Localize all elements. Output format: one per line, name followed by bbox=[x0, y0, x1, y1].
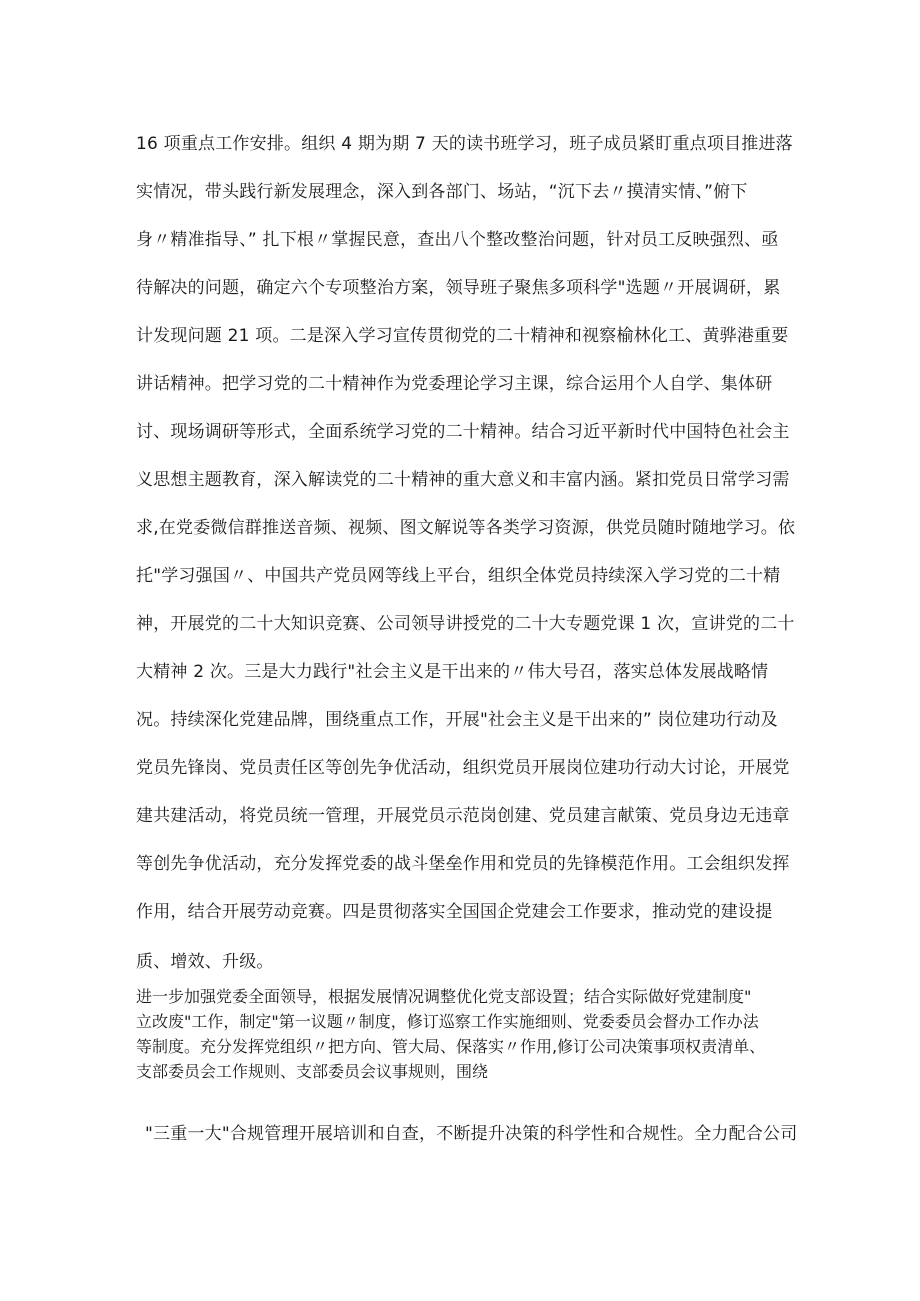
body-text-line: 身〃精准指导、” 扎下根〃掌握民意，查出八个整改整治问题，针对员工反映强烈、亟 bbox=[136, 230, 779, 250]
body-text-line: 计发现问题 21 项。二是深入学习宣传贯彻党的二十精神和视察榆林化工、黄骅港重要 bbox=[136, 326, 789, 346]
body-text-line: 待解决的问题，确定六个专项整治方案，领导班子聚焦多项科学"选题〃开展调研，累 bbox=[136, 278, 781, 298]
body-text-line: 进一步加强党委全面领导，根据发展情况调整优化党支部设置；结合实际做好党建制度" bbox=[136, 987, 752, 1006]
body-text-line: 实情况，带头践行新发展理念，深入到各部门、场站，“沉下去〃摸清实情、”俯下 bbox=[136, 182, 748, 202]
body-text-line: 质、增效、升级。 bbox=[136, 952, 274, 972]
body-text-line: 党员先锋岗、党员责任区等创先争优活动，组织党员开展岗位建功行动大讨论，开展党 bbox=[136, 758, 790, 778]
body-text-line: 大精神 2 次。三是大力践行"社会主义是干出来的〃伟大号召，落实总体发展战略情 bbox=[136, 662, 769, 682]
body-text-line: 等制度。充分发挥党组织〃把方向、管大局、保落实〃作用,修订公司决策事项权责清单、 bbox=[136, 1037, 766, 1056]
body-text-line: 求,在党委微信群推送音频、视频、图文解说等各类学习资源，供党员随时随地学习。依 bbox=[136, 518, 796, 538]
body-text-line: 托"学习强国〃、中国共产党员网等线上平台，组织全体党员持续深入学习党的二十精 bbox=[136, 566, 781, 586]
body-text-line: 义思想主题教育，深入解读党的二十精神的重大意义和丰富内涵。紧扣党员日常学习需 bbox=[136, 470, 790, 490]
body-text-line: 神，开展党的二十大知识竞赛、公司领导讲授党的二十大专题党课 1 次，宣讲党的二十 bbox=[136, 614, 795, 634]
body-text-line: 况。持续深化党建品牌，围绕重点工作，开展"社会主义是干出来的” 岗位建功行动及 bbox=[136, 710, 778, 730]
body-text-line: "三重一大"合规管理开展培训和自查，不断提升决策的科学性和合规性。全力配合公司 bbox=[145, 1124, 798, 1144]
body-text-line: 建共建活动，将党员统一管理，开展党员示范岗创建、党员建言献策、党员身边无违章 bbox=[136, 806, 790, 826]
body-text-line: 讨、现场调研等形式，全面系统学习党的二十精神。结合习近平新时代中国特色社会主 bbox=[136, 422, 790, 442]
body-text-line: 作用，结合开展劳动竞赛。四是贯彻落实全国国企党建会工作要求，推动党的建设提 bbox=[136, 902, 773, 922]
body-text-line: 立改废"工作，制定"第一议题〃制度，修订巡察工作实施细则、党委委员会督办工作办法 bbox=[136, 1012, 759, 1031]
body-text-line: 支部委员会工作规则、支部委员会议事规则，围绕 bbox=[136, 1062, 489, 1081]
body-text-line: 讲话精神。把学习党的二十精神作为党委理论学习主课，综合运用个人自学、集体研 bbox=[136, 374, 773, 394]
body-text-line: 16 项重点工作安排。组织 4 期为期 7 天的读书班学习，班子成员紧盯重点项目推进落 bbox=[136, 134, 793, 154]
body-text-line: 等创先争优活动，充分发挥党委的战斗堡垒作用和党员的先锋模范作用。工会组织发挥 bbox=[136, 854, 790, 874]
